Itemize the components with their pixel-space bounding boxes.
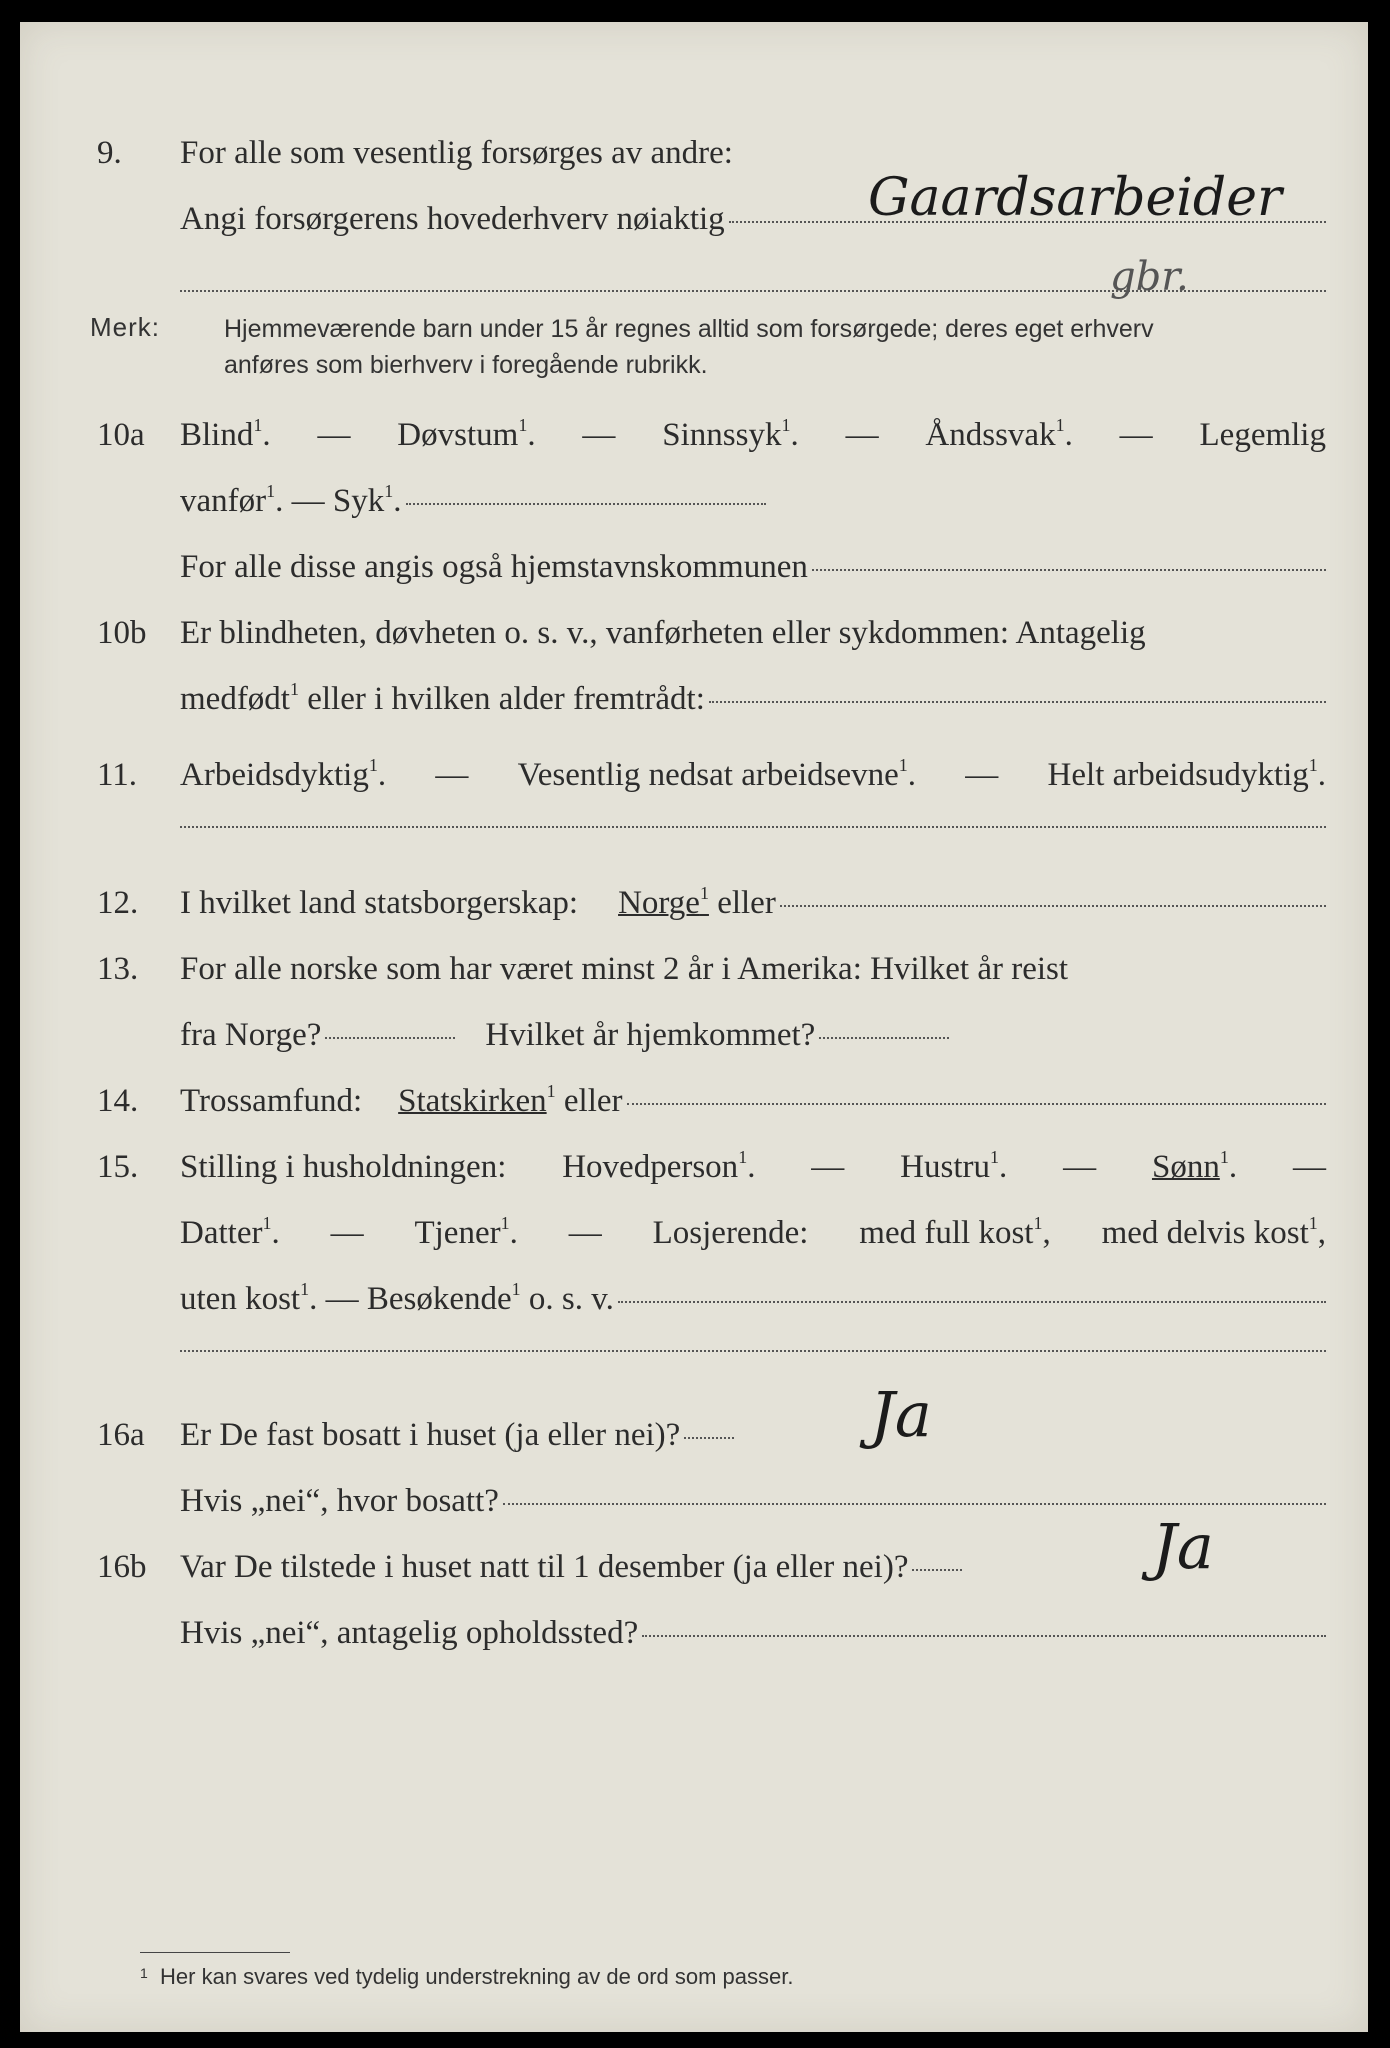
option-tjener: Tjener$^1$. [414, 1213, 518, 1251]
question-number: 15. [97, 1149, 139, 1185]
option-blind: Blind$^1$. [180, 415, 271, 453]
census-form-page [20, 22, 1368, 2032]
question-text: I hvilket land statsborgerskap: [180, 885, 579, 921]
option-nedsat-arbeidsevne: Vesentlig nedsat arbeidsevne$^1$. [517, 755, 917, 793]
handwritten-answer: Ja [1152, 1510, 1214, 1583]
question-text: Hvis „nei“, hvor bosatt? [180, 1483, 499, 1519]
option-datter: Datter$^1$. [180, 1213, 280, 1251]
fill-line [325, 1037, 455, 1039]
fill-line [819, 1037, 949, 1039]
option-sinnssyk: Sinnssyk$^1$. [662, 415, 799, 453]
question-number: 9. [97, 135, 122, 171]
question-13-line-1 [20, 936, 1368, 1002]
option-andssvak: Åndssvak$^1$. [925, 415, 1073, 453]
option-vanfor: vanfør$^1$. — Syk$^1$. [180, 481, 402, 519]
question-number: 16b [97, 1549, 147, 1585]
fill-line [618, 1301, 1326, 1303]
footnote: $^1$ Her kan svares ved tydelig understrekning av de ord som passer. [140, 1964, 794, 1989]
question-number: 11. [97, 757, 138, 793]
option-legemlig: Legemlig [1199, 417, 1326, 453]
handwritten-answer: Gaardsarbeider [868, 168, 1282, 228]
question-text: fra Norge? [180, 1017, 322, 1053]
option-sonn-underlined: Sønn$^1$. [1151, 1147, 1238, 1185]
question-10a-line-3 [20, 534, 1368, 600]
fill-line [180, 826, 1326, 828]
option-norge-underlined: Norge$^1$ eller [618, 883, 776, 921]
question-text: Angi forsørgerens hovederhverv nøiaktig [180, 201, 725, 237]
footnote-rule [140, 1952, 290, 1953]
question-text: medfødt$^1$ eller i hvilken alder fremtrådt: [180, 679, 705, 717]
option-hustru: Hustru$^1$. [900, 1147, 1008, 1185]
option-uten-kost: uten kost$^1$. — Besøkende$^1$ o. s. v. [180, 1279, 614, 1317]
handwritten-answer: gbr. [1110, 254, 1189, 300]
question-15-line-2: Datter$^1$. — Tjener$^1$. — Losjerende: med full kost$^1$, med delvis kost$^1$, [20, 1200, 1368, 1266]
fill-line [684, 1437, 734, 1439]
note-text: anføres som bierhverv i foregående rubrikk. [224, 351, 708, 379]
question-text: Hvis „nei“, antagelig opholdssted? [180, 1615, 639, 1651]
fill-line [642, 1635, 1326, 1637]
question-10a-line-2 [20, 468, 1368, 534]
fill-line [709, 701, 1326, 703]
option-arbeidsudyktig: Helt arbeidsudyktig$^1$. [1047, 755, 1326, 793]
question-15-line-1: 15. Stilling i husholdningen: Hovedperson$^1$. — Hustru$^1$. — Sønn$^1$. — [20, 1134, 1368, 1200]
question-13-line-2 [20, 1002, 1368, 1068]
question-number: 10b [97, 615, 147, 651]
note-text: Hjemmeværende barn under 15 år regnes alltid som forsørgede; deres eget erhverv [224, 315, 1154, 343]
handwritten-answer: Ja [870, 1378, 932, 1451]
question-number: 10a [97, 417, 145, 453]
question-text: Trossamfund: [180, 1083, 363, 1119]
fill-line [406, 503, 766, 505]
question-text: Er De fast bosatt i huset (ja eller nei)? [180, 1417, 681, 1453]
question-number: 13. [97, 951, 139, 987]
fill-line [812, 569, 1326, 571]
option-statskirken-underlined: Statskirken$^1$ eller [398, 1081, 623, 1119]
question-16b-line-2 [20, 1600, 1368, 1666]
option-hovedperson: Hovedperson$^1$. [562, 1147, 756, 1185]
question-text: For alle som vesentlig forsørges av andre: [180, 135, 733, 171]
question-text: For alle disse angis også hjemstavnskommunen [180, 549, 808, 585]
fill-line [503, 1503, 1326, 1505]
question-10b-line-1 [20, 600, 1368, 666]
question-number: 12. [97, 885, 139, 921]
question-number: 14. [97, 1083, 139, 1119]
question-11: 11. Arbeidsdyktig$^1$. — Vesentlig nedsat arbeidsevne$^1$. — Helt arbeidsudyktig$^1$. [20, 742, 1368, 808]
note-label: Merk: [90, 312, 160, 342]
question-15-line-3 [20, 1266, 1368, 1332]
option-delvis-kost: med delvis kost$^1$, [1101, 1213, 1326, 1251]
question-text: For alle norske som har været minst 2 år i Amerika: Hvilket år reist [180, 951, 1069, 987]
fill-line [180, 1350, 1326, 1352]
option-dovstum: Døvstum$^1$. [397, 415, 536, 453]
question-12 [20, 870, 1368, 936]
fill-line [780, 905, 1326, 907]
question-14 [20, 1068, 1368, 1134]
question-text: Var De tilstede i huset natt til 1 desember (ja eller nei)? [180, 1549, 909, 1585]
question-10b-line-2 [20, 666, 1368, 732]
fill-line [912, 1569, 962, 1571]
option-full-kost: med full kost$^1$, [859, 1213, 1051, 1251]
question-10a-line-1: 10a Blind$^1$. — Døvstum$^1$. — Sinnssyk$^1$. — Åndssvak$^1$. — Legemlig [20, 402, 1368, 468]
fill-line [627, 1103, 1326, 1105]
question-16a-line-1 [20, 1402, 1368, 1468]
option-arbeidsdyktig: Arbeidsdyktig$^1$. [180, 755, 387, 793]
question-text: Hvilket år hjemkommet? [485, 1017, 816, 1053]
question-text: Er blindheten, døvheten o. s. v., vanførheten eller sykdommen: Antagelig [180, 615, 1146, 651]
question-number: 16a [97, 1417, 145, 1453]
